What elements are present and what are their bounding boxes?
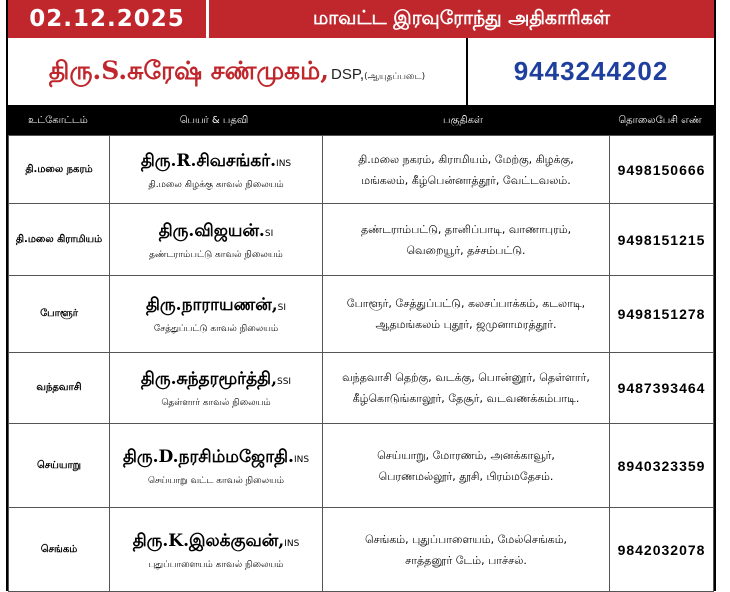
table-row (9, 136, 714, 204)
table-header (8, 107, 714, 135)
row-officer-name: திரு.சுந்தரமூர்த்தி, (140, 369, 277, 389)
sheet-title: மாவட்ட இரவுரோந்து அதிகாரிகள் (313, 6, 610, 29)
row-officer-rank: INS (284, 538, 300, 549)
row-officer (110, 136, 323, 204)
row-subdivision: செய்யாறு (9, 424, 110, 508)
row-officer-name: திரு.K.இலக்குவன், (132, 530, 285, 551)
table-row (9, 204, 714, 276)
row-station: சேத்துப்பட்டு காவல் நிலையம் (153, 324, 279, 334)
row-phone: 9498151215 (610, 204, 714, 276)
row-areas-line: ஆதமங்கலம் புதூர், ஜமுனாமரத்தூர். (375, 318, 557, 331)
officer-name: திரு.S.சுரேஷ் சண்முகம், (48, 56, 329, 85)
duty-table (8, 135, 714, 592)
row-officer (110, 204, 323, 276)
row-officer-name: திரு.நாராயணன், (145, 295, 278, 315)
table-row (9, 353, 714, 424)
row-areas-line: போளூர், சேத்துப்பட்டு, கலசப்பாக்கம், கடலாடி, (346, 297, 586, 310)
row-officer-name: திரு.R.சிவசங்கர். (140, 150, 277, 171)
row-areas-line: மங்கலம், கீழ்பென்னாத்தூர், வேட்டவலம். (361, 173, 571, 187)
officer-phone: 9443244202 (513, 56, 669, 86)
row-station: செய்யாறு வட்ட காவல் நிலையம் (147, 475, 285, 486)
row-officer-rank: INS (276, 158, 292, 169)
table-row (9, 276, 714, 353)
row-areas-line: தண்டராம்பட்டு, தானிப்பாடி, வாணாபுரம், (360, 222, 572, 236)
row-phone: 8940323359 (610, 424, 714, 508)
table-row (9, 424, 714, 508)
row-areas-line: பெரணமல்லூர், தூசி, பிரம்மதேசம். (378, 469, 554, 483)
row-station: தி.மலை கிழக்கு காவல் நிலையம் (148, 179, 284, 190)
row-areas (323, 136, 610, 204)
row-officer (110, 424, 323, 508)
row-areas-line: செய்யாறு, மோரணம், அனக்காவூர், (377, 448, 555, 462)
header-areas: பகுதிகள் (443, 115, 483, 126)
row-station: தண்டராம்பட்டு காவல் நிலையம் (149, 249, 283, 260)
row-areas (323, 353, 610, 424)
duty-sheet (6, 0, 716, 591)
row-officer-rank: SI (264, 228, 274, 239)
row-phone: 9498150666 (610, 136, 714, 204)
row-officer (110, 508, 323, 592)
row-areas-line: சாத்தனூர் டேம், பாச்சல். (405, 553, 527, 567)
top-banner (8, 0, 714, 38)
row-officer-rank: SI (277, 303, 287, 313)
table-row (9, 508, 714, 592)
row-phone: 9842032078 (610, 508, 714, 592)
row-areas (323, 204, 610, 276)
row-phone: 9498151278 (610, 276, 714, 353)
row-areas-line: வந்தவாசி தெற்கு, வடக்கு, பொன்னூர், தெள்ளார், (342, 371, 590, 384)
header-subdivision: உட்கோட்டம் (28, 115, 88, 126)
header-name: பெயர் & பதவி (179, 115, 249, 126)
row-subdivision: தி.மலை நகரம் (9, 136, 110, 204)
row-subdivision: தி.மலை கிராமியம் (9, 204, 110, 276)
row-officer (110, 353, 323, 424)
row-subdivision: செங்கம் (9, 508, 110, 592)
row-officer-rank: INS (293, 454, 310, 465)
officer-rank-full: (ஆயுதப்படை) (364, 72, 426, 82)
supervising-officer (8, 38, 714, 107)
row-officer-name: திரு.D.நரசிம்மஜோதி. (122, 446, 294, 467)
row-subdivision: வந்தவாசி (9, 353, 110, 424)
officer-name-cell (8, 38, 468, 105)
row-station: தெள்ளார் காவல் நிலையம் (161, 398, 271, 408)
row-station: புதுப்பாளையம் காவல் நிலையம் (148, 559, 284, 570)
row-phone: 9487393464 (610, 353, 714, 424)
date-label: 02.12.2025 (8, 0, 209, 38)
row-officer-rank: SSI (277, 377, 292, 387)
row-areas (323, 276, 610, 353)
row-areas (323, 424, 610, 508)
row-subdivision: போளூர் (9, 276, 110, 353)
officer-rank: DSP, (330, 66, 365, 83)
row-areas-line: கீழ்கொடுங்காலூர், தேசூர், வடவணக்கம்பாடி. (352, 392, 580, 405)
row-areas (323, 508, 610, 592)
row-officer-name: திரு.விஜயன். (158, 220, 265, 241)
header-phone: தொலைபேசி எண் (618, 115, 702, 126)
row-areas-line: செங்கம், புதுப்பாளையம், மேல்செங்கம், (364, 532, 568, 546)
row-areas-line: வெறையூர், தச்சம்பட்டு. (406, 243, 526, 257)
row-officer (110, 276, 323, 353)
row-areas-line: தி.மலை நகரம், கிராமியம், மேற்கு, கிழக்கு, (358, 152, 574, 166)
